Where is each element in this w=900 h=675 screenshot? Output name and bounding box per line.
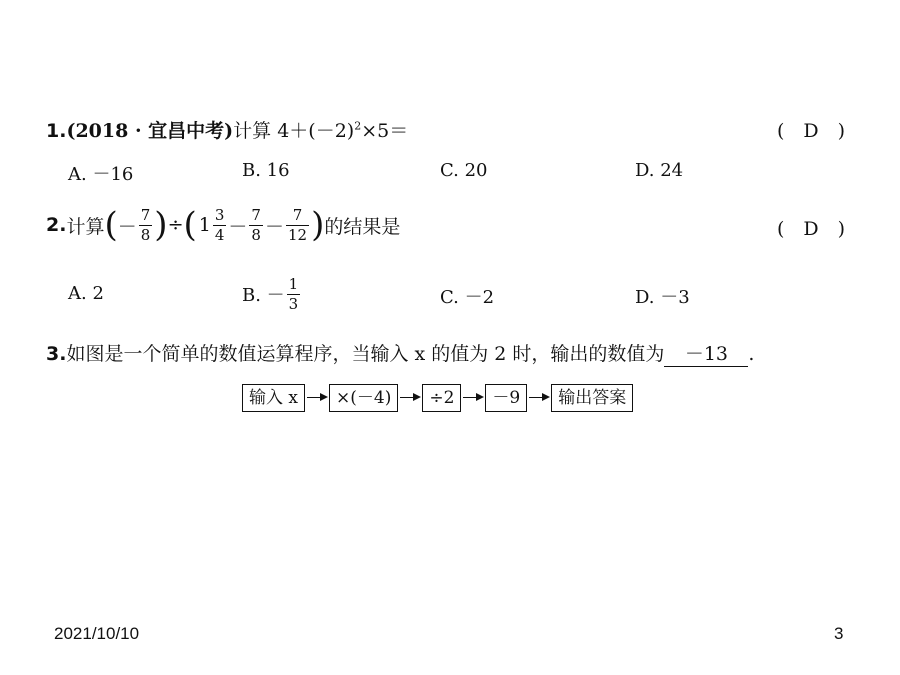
question-2-answer: ( D ) — [777, 218, 846, 240]
question-3-text: 如图是一个简单的数值运算程序，当输入 x 的值为 2 时，输出的数值为 — [66, 343, 665, 365]
left-paren-1: ( — [104, 205, 118, 245]
question-1-answer: ( D ) — [777, 120, 846, 142]
minus-sign-2: － — [228, 215, 248, 238]
question-2-label: 计算 — [66, 215, 105, 238]
question-3-number: 3. — [46, 343, 67, 365]
question-1-text-b: ×5＝ — [361, 120, 409, 142]
whole-number: 1 — [198, 214, 211, 236]
fraction-7-12: $\frac{7}{12}$ — [287, 205, 308, 244]
divide-sign: ÷ — [167, 214, 184, 236]
fraction-3-4: $\frac{3}{4}$ — [214, 205, 225, 244]
question-2-option-a: A. 2 — [68, 283, 104, 304]
question-1 — [46, 116, 408, 143]
question-1-option-a: A. －16 — [68, 164, 134, 185]
flow-multiply-box: ×(－4) — [329, 384, 398, 412]
fraction-7-8: $\frac{7}{8}$ — [140, 205, 151, 244]
question-2 — [46, 200, 400, 250]
question-1-option-d: D. 24 — [635, 160, 684, 181]
question-3-answer-blank: －13 — [664, 339, 748, 367]
question-2-number: 2. — [46, 214, 67, 236]
question-2-option-d: D. －3 — [635, 287, 690, 308]
flow-output-box: 输出答案 — [551, 384, 633, 412]
arrow-right-icon — [461, 386, 485, 410]
flow-diagram — [242, 384, 633, 412]
flow-subtract-box: －9 — [485, 384, 527, 412]
right-paren-1: ) — [154, 205, 168, 245]
question-1-option-c: C. 20 — [440, 160, 488, 181]
question-1-text-a: 计算 4＋(－2) — [233, 120, 355, 142]
flow-input-box: 输入 x — [242, 384, 305, 412]
question-1-source: (2018 · 宜昌中考) — [66, 120, 234, 142]
question-1-number: 1. — [46, 120, 67, 142]
question-1-exponent: 2 — [354, 119, 362, 133]
question-1-option-b: B. 16 — [242, 160, 290, 181]
left-paren-2: ( — [183, 205, 197, 245]
arrow-right-icon — [398, 386, 422, 410]
flow-divide-box: ÷2 — [422, 384, 461, 412]
arrow-right-icon — [527, 386, 551, 410]
minus-sign-1: － — [117, 215, 137, 238]
page-number: 3 — [834, 624, 844, 643]
right-paren-2: ) — [311, 205, 325, 245]
minus-sign-3: － — [264, 215, 284, 238]
fraction-7-8-b: $\frac{7}{8}$ — [251, 205, 261, 244]
fraction-1-3: $\frac{1}{3}$ — [288, 274, 299, 313]
question-3-end: . — [748, 343, 755, 365]
question-2-option-c: C. －2 — [440, 287, 495, 308]
question-2-tail: 的结果是 — [324, 215, 401, 238]
option-b-prefix: B. － — [242, 285, 285, 306]
arrow-right-icon — [305, 386, 329, 410]
question-3 — [46, 339, 754, 367]
footer-date: 2021/10/10 — [54, 624, 140, 643]
question-2-option-b — [242, 270, 302, 318]
